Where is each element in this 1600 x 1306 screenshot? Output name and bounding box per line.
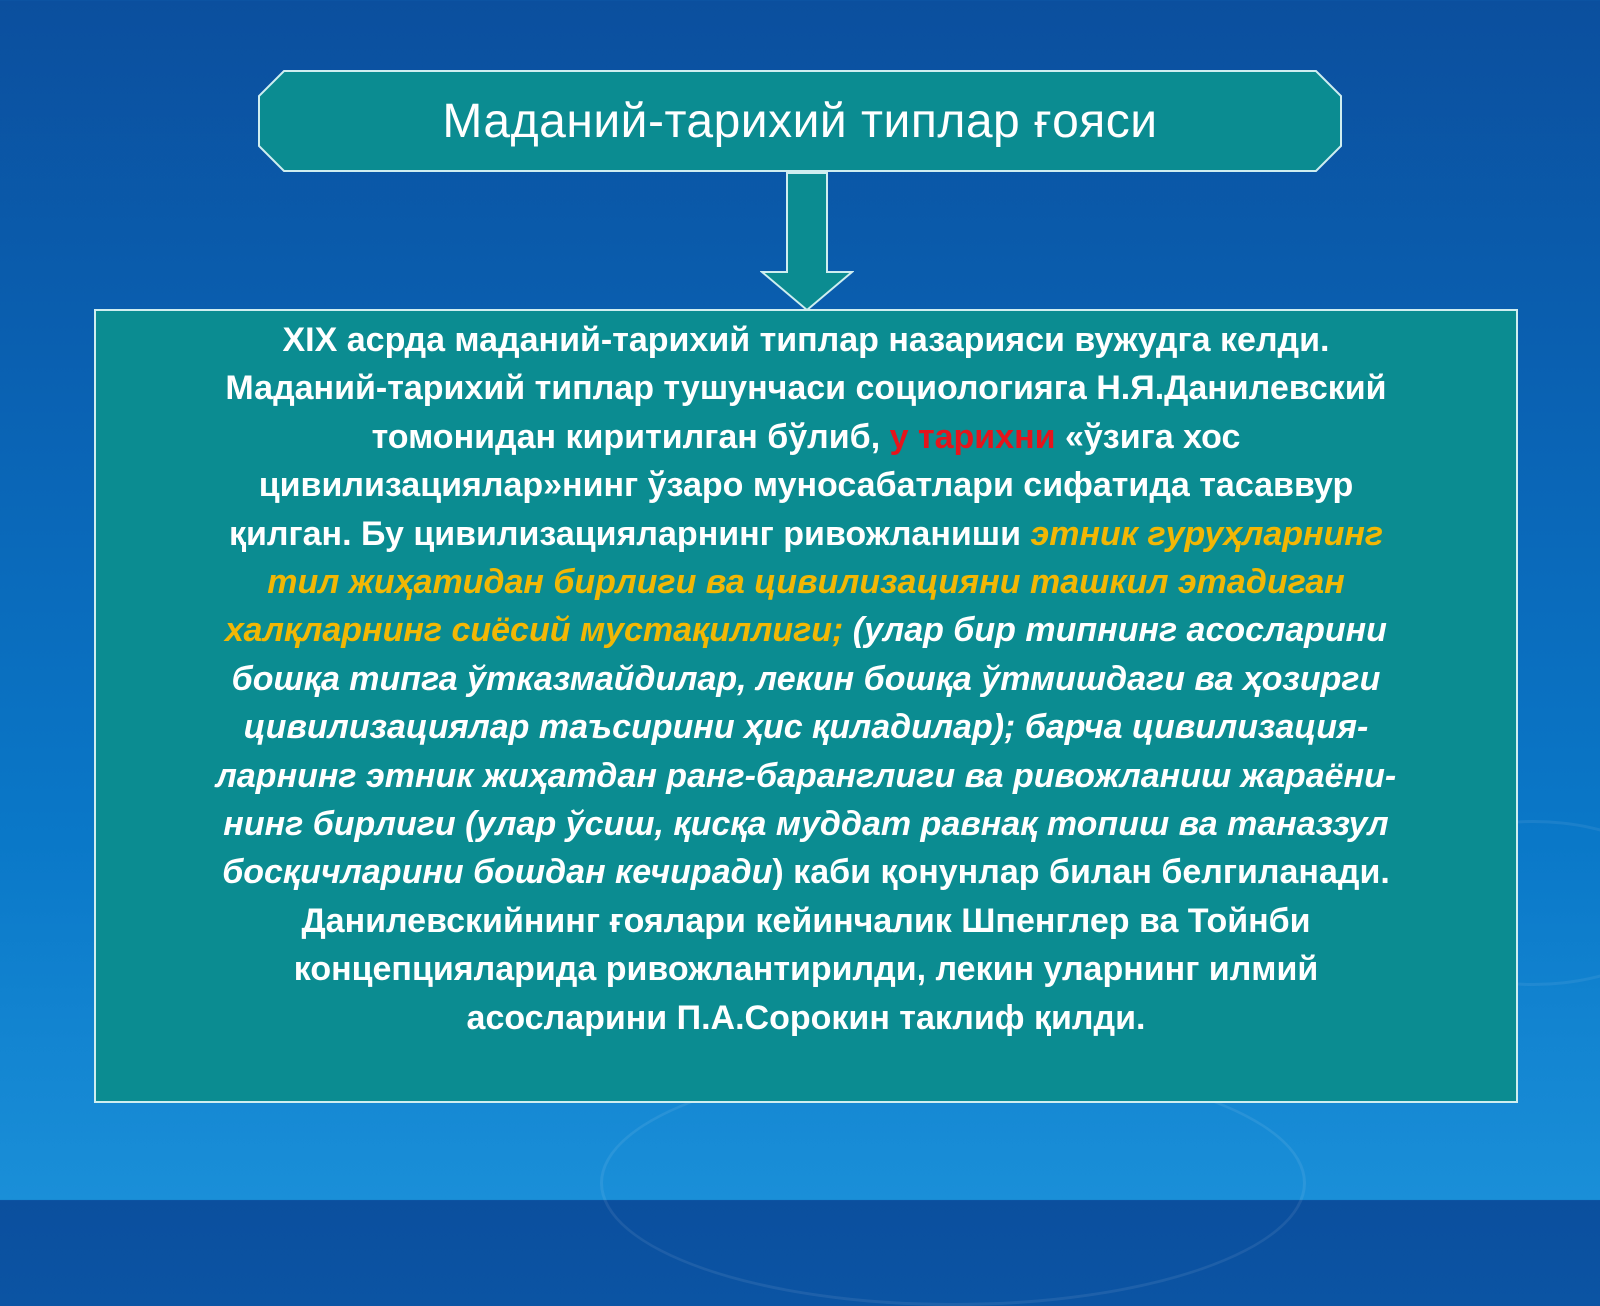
text-segment: ) каби қонунлар билан белгиланади. — [772, 853, 1390, 892]
italic-text: бошқа типга ўтказмайдилар, лекин бошқа ўтмишдаги ва ҳозирги — [231, 659, 1381, 698]
slide-title: Маданий-тарихий типлар ғояси — [442, 94, 1158, 148]
highlight-red-text: у тарихни — [889, 417, 1056, 456]
text-segment: томонидан киритилган бўлиб, — [371, 417, 890, 456]
text-line — [100, 848, 1512, 896]
text-line: концепцияларида ривожлантирилди, лекин уларнинг илмий — [293, 950, 1319, 989]
text-line: Маданий-тарихий типлар тушунчаси социологияга Н.Я.Данилевский — [225, 369, 1387, 408]
text-line — [100, 606, 1512, 654]
text-line: XIX асрда маданий-тарихий типлар назарияси вужудга келди. — [282, 321, 1330, 359]
body-text — [100, 316, 1512, 1042]
text-line — [100, 510, 1512, 558]
highlight-gold-text: тил жиҳатидан бирлиги ва цивилизацияни ташкил этадиган — [267, 563, 1345, 602]
text-line — [100, 413, 1512, 461]
italic-text: цивилизациялар таъсирини ҳис қиладилар); барча цивилизация- — [243, 708, 1369, 747]
text-segment: қилган. Бу цивилизацияларнинг ривожланиши — [228, 514, 1031, 553]
italic-text: нинг бирлиги (улар ўсиш, қисқа муддат равнақ топиш ва таназзул — [223, 805, 1389, 844]
text-line: Данилевскийнинг ғоялари кейинчалик Шпенглер ва Тойнби — [301, 901, 1311, 940]
italic-text: (улар бир типнинг асосларини — [843, 611, 1387, 650]
text-line: цивилизациялар»нинг ўзаро муносабатлари сифатида тасаввур — [258, 466, 1354, 505]
italic-text: босқичларини бошдан кечиради — [222, 853, 773, 892]
text-line: асосларини П.А.Сорокин таклиф қилди. — [466, 998, 1146, 1037]
highlight-gold-text: халқларнинг сиёсий мустақиллиги; — [225, 611, 844, 650]
italic-text: ларнинг этник жиҳатдан ранг-баранглиги ва ривожланиш жараёни- — [215, 756, 1397, 795]
text-segment: «ўзига хос — [1055, 417, 1241, 456]
down-arrow-icon — [760, 172, 854, 312]
highlight-gold-text: этник гуруҳларнинг — [1030, 514, 1384, 553]
